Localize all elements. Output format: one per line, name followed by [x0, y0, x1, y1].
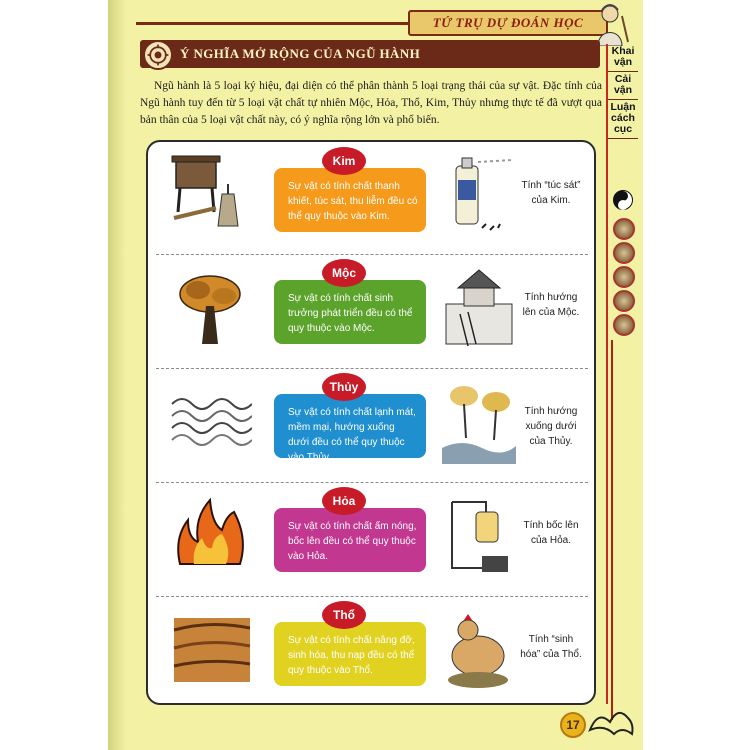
- element-note: Tính hướng xuống dưới của Thủy.: [524, 406, 578, 447]
- element-description: Sự vật có tính chất sinh trưởng phát triển đều có thể quy thuộc vào Mộc.: [274, 280, 426, 344]
- element-row-tho: [148, 598, 594, 710]
- lamp-icon: [442, 492, 516, 578]
- thumbnail-icon: [613, 290, 635, 312]
- insecticide-spray-icon: [442, 152, 516, 238]
- elements-frame: [146, 140, 596, 705]
- element-badge-hoa: Hỏa: [322, 487, 366, 515]
- side-tab-cai-van[interactable]: Cải vận: [608, 72, 638, 100]
- element-description: Sự vật có tính chất nâng đỡ, sinh hóa, thu nạp đều có thể quy thuộc vào Thổ.: [274, 622, 426, 686]
- element-row-hoa: [148, 484, 594, 596]
- watchtower-icon: [442, 264, 516, 350]
- header-rule: [136, 22, 408, 25]
- dragon-icon: [588, 704, 636, 740]
- element-badge-thuy: Thủy: [322, 373, 366, 401]
- element-note: Tính bốc lên của Hỏa.: [523, 520, 579, 546]
- element-note: Tính “túc sát” của Kim.: [521, 180, 581, 206]
- intro-paragraph: Ngũ hành là 5 loại ký hiệu, đại diện có thể phân thành 5 loại trạng thái của sự vật. Đặc tính của Ngũ hành tuy đến từ 5 loại vật chất tự nhiên Mộc, Hỏa, Thổ, Kim, Thủy nhưng thực tế đã vượt qua bản thân của 5 loại vật chất này, có ý nghĩa rộng lớn và phổ biến.: [140, 80, 602, 126]
- element-badge-tho: Thổ: [322, 601, 366, 629]
- element-row-moc: [148, 256, 594, 368]
- side-tabs: [608, 44, 638, 139]
- row-divider: [156, 254, 588, 255]
- tree-icon: [170, 266, 252, 348]
- element-description: Sự vật có tính chất ấm nóng, bốc lên đều có thể quy thuộc vào Hỏa.: [274, 508, 426, 572]
- side-red-line: [606, 44, 608, 704]
- section-title: Ý NGHĨA MỞ RỘNG CỦA NGŨ HÀNH: [180, 46, 421, 61]
- book-title: TỨ TRỤ DỰ ĐOÁN HỌC: [408, 10, 608, 36]
- thumbnail-icon: [613, 218, 635, 240]
- row-divider: [156, 482, 588, 483]
- thumbnail-icon: [613, 266, 635, 288]
- element-note: Tính “sinh hóa” của Thổ.: [520, 634, 582, 660]
- waves-icon: [170, 380, 252, 462]
- thumbnail-icon: [613, 314, 635, 336]
- side-tab-luan-cach-cuc[interactable]: Luận cách cục: [608, 100, 638, 139]
- hen-icon: [442, 606, 516, 692]
- thumbnail-icon: [613, 242, 635, 264]
- earth-landscape-icon: [170, 608, 252, 690]
- page-fold-shadow: [108, 0, 126, 750]
- element-description: Sự vật có tính chất lạnh mát, mềm mại, hướng xuống dưới đều có thể quy thuộc vào Thủy.: [274, 394, 426, 458]
- side-red-line-lower: [611, 340, 613, 720]
- element-badge-kim: Kim: [322, 147, 366, 175]
- element-row-thuy: [148, 370, 594, 482]
- willow-landscape-icon: [442, 378, 516, 464]
- emblem-icon: [143, 40, 173, 70]
- fire-icon: [170, 494, 252, 576]
- row-divider: [156, 368, 588, 369]
- element-description: Sự vật có tính chất thanh khiết, túc sát, thu liễm đều có thể quy thuộc vào Kim.: [274, 168, 426, 232]
- element-row-kim: [148, 144, 594, 256]
- element-badge-moc: Mộc: [322, 259, 366, 287]
- element-note: Tính hướng lên của Mộc.: [522, 292, 580, 318]
- bronze-vessel-icon: [170, 154, 252, 236]
- yin-yang-icon: [613, 190, 633, 210]
- side-tab-khai-van[interactable]: Khai vận: [608, 44, 638, 72]
- row-divider: [156, 596, 588, 597]
- page-number: 17: [560, 712, 586, 738]
